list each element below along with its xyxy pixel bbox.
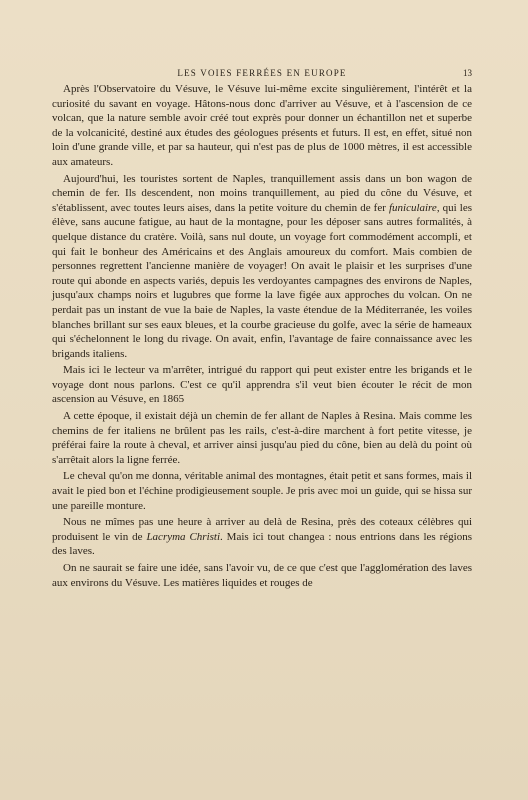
paragraph-1 [52, 82, 472, 170]
running-title: LES VOIES FERRÉES EN EUROPE [177, 68, 347, 78]
page-number: 13 [463, 68, 472, 78]
paragraph-text: A cette époque, il existait déjà un chemin de fer allant de Naples à Resina. Mais comme les chemins de fer italiens ne brûlent pas les rails, c'est-à-dire marchent à fort petite vitesse, je préférai faire la route à cheval, et arriver ainsi jusqu'au pied du cône, bien au delà du point où s'arrêtait alors la ligne ferrée. [52, 410, 472, 466]
paragraph-text: . Mais ici tout changea : nous entrions dans les régions des laves. [52, 530, 472, 558]
paragraph-6 [52, 515, 472, 559]
paragraph-text: Aujourd'hui, les touristes sortent de Naples, tranquillement assis dans un bon wagon de chemin de fer. Ils descendent, non moins tranquillement, au pied du cône du Vésuve, et s'établissent, avec toutes leurs aises, dans la petite voiture du chemin de fer [52, 172, 472, 214]
italic-term: funiculaire [388, 201, 437, 214]
italic-term: Lacryma Christi [146, 530, 221, 543]
body-text [52, 82, 472, 590]
paragraph-text: Mais ici le lecteur va m'arrêter, intrigué du rapport qui peut exister entre les brigands et le voyage dont nous parlons. C'est ce qu'il apprendra s'il veut bien écouter le récit de mon ascension au Vésuve, en 1865 [52, 364, 472, 406]
paragraph-text: , qui les élève, sans aucune fatigue, au haut de la montagne, pour les déposer sans autres formalités, à quelque distance du cratère. Voilà, sans nul doute, un voyage fort commodément accompli, et qui fait le bonheur des Américains et des Anglais amoureux du comfort. Mais combien de personnes regrettent l'ancienne manière de voyager! On avait le plaisir et les surprises d'une route qui abonde en aspects variés, depuis les verdoyantes campagnes des environs de Naples, jusqu'aux champs noirs et lugubres que forme la lave figée aux approches du volcan. On ne perdait pas un instant de vue la baie de Naples, la vaste étendue de la Méditerranée, les voiles blanches brillant sur ses eaux bleues, et la courbe gracieuse du golfe, avec la série de hameaux qui s'échelonnent le long du rivage. On avait, enfin, l'avantage de faire connaissance avec les brigands italiens. [52, 201, 472, 360]
running-head [52, 66, 472, 80]
paragraph-text: Le cheval qu'on me donna, véritable animal des montagnes, était petit et sans formes, mais il avait le pied bon et l'échine prodigieusement souple. Je pris avec moi un guide, qui se hissa sur une pareille monture. [52, 470, 472, 512]
paragraph-text: On ne saurait se faire une idée, sans l'avoir vu, de ce que c'est que l'agglomération des laves aux environs du Vésuve. Les matières liquides et rouges de [52, 562, 472, 589]
paragraph-2 [52, 172, 472, 362]
paragraph-text: Après l'Observatoire du Vésuve, le Vésuve lui-même excite singulièrement, l'intérêt et la curiosité du savant en voyage. Hâtons-nous donc d'arriver au Vésuve, et à l'ascension de ce volcan, que la nature semble avoir créé tout exprès pour donner un échantillon net et superbe de la volcanicité, destiné aux études des géologues présents et futurs. Il est, en effet, situé non loin d'une grande ville, et par sa hauteur, qui n'est pas de plus de 1000 mètres, il est accessible aux amateurs. [52, 83, 472, 168]
paragraph-4 [52, 409, 472, 467]
paragraph-text: Nous ne mîmes pas une heure à arriver au delà de Resina, près des coteaux célèbres qui produisent le vin de [52, 516, 472, 543]
paragraph-7 [52, 561, 472, 590]
paragraph-5 [52, 469, 472, 513]
paragraph-3 [52, 363, 472, 407]
